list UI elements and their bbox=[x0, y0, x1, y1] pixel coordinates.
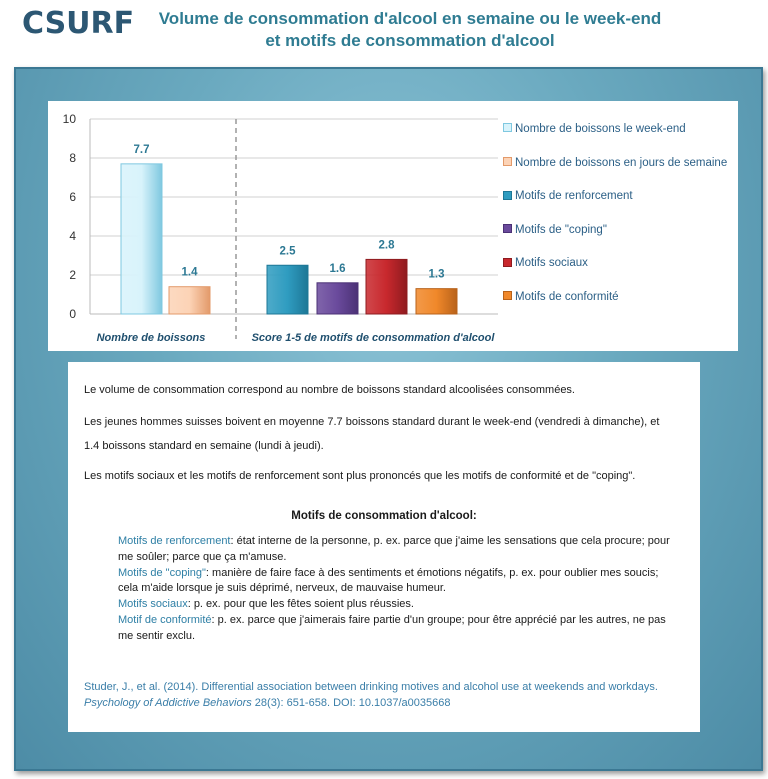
bar bbox=[121, 164, 162, 314]
reference-journal: Psychology of Addictive Behaviors bbox=[84, 697, 252, 709]
motif-text: : manière de faire face à des sentiments et émotions négatifs, p. ex. pour oublier mes soucis; cela m'aide lorsque je suis déprimé, nerveux, de mauvaise humeur. bbox=[118, 566, 659, 595]
csurf-logo: CSURF bbox=[22, 6, 135, 41]
motif-coping bbox=[118, 566, 678, 598]
legend-item bbox=[503, 291, 738, 303]
x-group-label: Score 1-5 de motifs de consommation d'alcool bbox=[251, 332, 495, 344]
legend-swatch bbox=[503, 123, 512, 132]
data-label: 2.8 bbox=[378, 239, 395, 252]
title-line-1: Volume de consommation d'alcool en semaine ou le week-end bbox=[158, 9, 662, 28]
x-group-label: Nombre de boissons bbox=[96, 332, 206, 344]
title-line-2: et motifs de consommation d'alcool bbox=[265, 31, 555, 50]
motif-text: : p. ex. pour que les fêtes soient plus réussies. bbox=[187, 598, 414, 611]
motif-text: : état interne de la personne, p. ex. parce que j'aime les sensations que cela procure; pour me soûler; parce que ça m'amuse. bbox=[118, 535, 670, 563]
motif-label: Motifs sociaux bbox=[118, 598, 188, 611]
legend-label: Motifs de renforcement bbox=[515, 190, 633, 203]
motif-renforcement bbox=[118, 534, 678, 566]
legend-item bbox=[503, 224, 738, 236]
legend-swatch bbox=[503, 291, 512, 300]
legend-item bbox=[503, 123, 738, 135]
y-tick-label: 2 bbox=[69, 268, 76, 282]
bar bbox=[317, 283, 358, 314]
reference bbox=[84, 679, 684, 711]
motif-label: Motif de conformité bbox=[118, 613, 212, 626]
y-tick-label: 6 bbox=[69, 190, 76, 204]
paragraph-volume: Le volume de consommation correspond au nombre de boissons standard alcoolisées consommées. bbox=[84, 384, 575, 396]
motif-sociaux bbox=[118, 597, 678, 613]
legend-label: Motifs sociaux bbox=[515, 257, 588, 270]
legend-label: Motifs de conformité bbox=[515, 291, 619, 303]
motif-label: Motifs de "coping" bbox=[118, 566, 206, 579]
legend-item bbox=[503, 190, 738, 202]
legend-label: Nombre de boissons le week-end bbox=[515, 123, 686, 135]
reference-authors: Studer, J., et al. (2014). Differential association between drinking motives and alcohol use at weekends and workdays. bbox=[84, 681, 658, 693]
data-label: 1.4 bbox=[181, 266, 198, 279]
legend-item bbox=[503, 157, 738, 169]
page-title bbox=[120, 8, 700, 52]
legend-swatch bbox=[503, 258, 512, 267]
data-label: 2.5 bbox=[279, 245, 296, 258]
data-label: 7.7 bbox=[133, 143, 150, 156]
bar-chart bbox=[48, 101, 503, 351]
bar bbox=[169, 287, 210, 314]
paragraph-average-week: 1.4 boissons standard en semaine (lundi à jeudi). bbox=[84, 440, 324, 452]
paragraph-average-weekend: Les jeunes hommes suisses boivent en moyenne 7.7 boissons standard durant le week-end (vendredi à dimanche), et bbox=[84, 416, 660, 428]
data-label: 1.6 bbox=[329, 262, 346, 275]
motif-label: Motifs de renforcement bbox=[118, 535, 231, 547]
y-tick-label: 8 bbox=[69, 151, 76, 165]
chart-area bbox=[48, 101, 738, 351]
bar bbox=[267, 265, 308, 314]
data-label: 1.3 bbox=[428, 268, 445, 281]
legend-swatch bbox=[503, 191, 512, 200]
motif-conformite bbox=[118, 613, 678, 645]
reference-details: 28(3): 651-658. DOI: 10.1037/a0035668 bbox=[251, 697, 451, 709]
legend-swatch bbox=[503, 157, 512, 166]
legend-label: Nombre de boissons en jours de semaine bbox=[515, 156, 728, 169]
paragraph-motives: Les motifs sociaux et les motifs de renforcement sont plus prononcés que les motifs de conformité et de "coping". bbox=[84, 470, 636, 482]
legend-swatch bbox=[503, 224, 512, 233]
y-tick-label: 10 bbox=[62, 112, 76, 126]
legend-label: Motifs de "coping" bbox=[515, 223, 607, 236]
bar bbox=[366, 259, 407, 314]
explanation-box bbox=[68, 362, 700, 732]
motif-text: : p. ex. parce que j'aimerais faire partie d'un groupe; pour être apprécié par les autres, ne pas me sentir exclu. bbox=[118, 613, 666, 642]
legend-item bbox=[503, 257, 738, 269]
bar bbox=[416, 289, 457, 314]
y-tick-label: 4 bbox=[69, 229, 76, 243]
motifs-definitions bbox=[118, 534, 678, 645]
y-tick-label: 0 bbox=[69, 307, 76, 321]
motifs-heading: Motifs de consommation d'alcool: bbox=[291, 510, 477, 522]
